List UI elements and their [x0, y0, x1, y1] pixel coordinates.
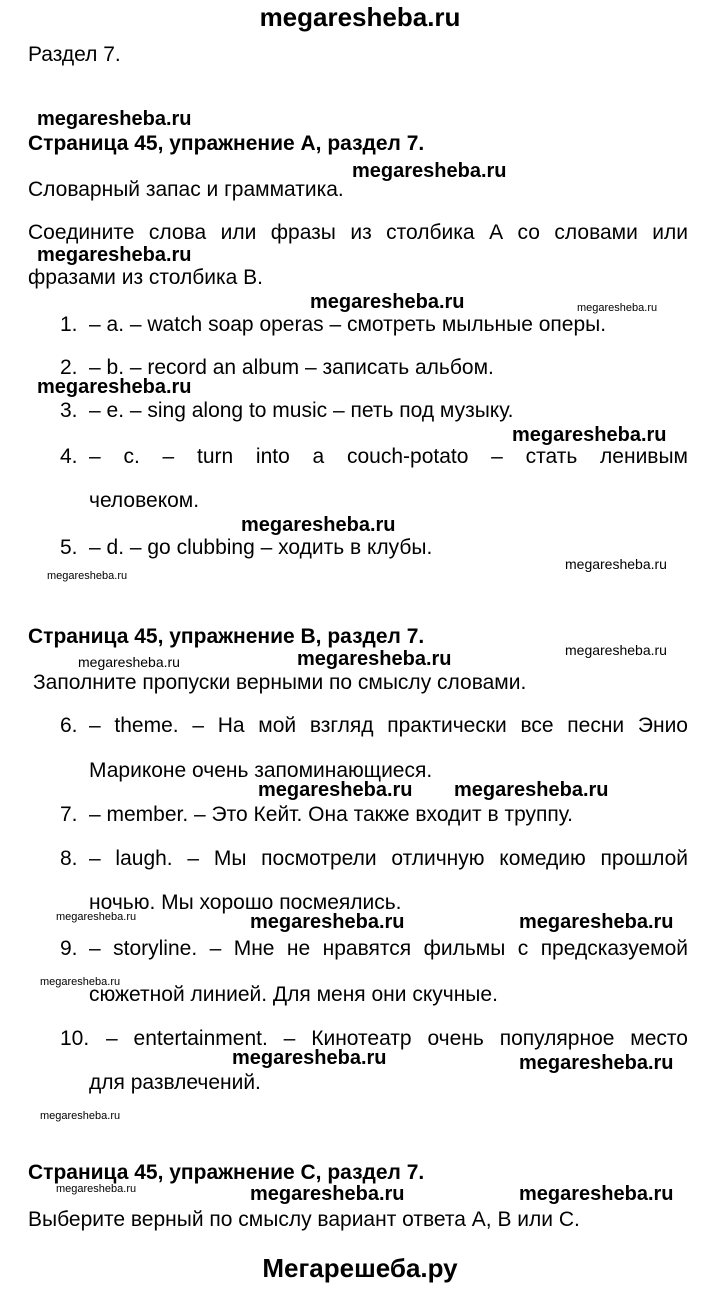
watermark: megaresheba.ru	[250, 911, 405, 933]
list-item: – entertainment. – Кинотеатр очень популярное место	[106, 1027, 688, 1050]
watermark: megaresheba.ru	[565, 556, 667, 572]
list-item-continuation: для развлечений.	[89, 1071, 261, 1094]
watermark: megaresheba.ru	[47, 570, 128, 582]
watermark: megaresheba.ru	[37, 244, 192, 266]
watermark: megaresheba.ru	[40, 1110, 121, 1122]
list-item-continuation: человеком.	[89, 489, 200, 512]
list-item: – b. – record an album – записать альбом.	[89, 356, 494, 379]
exercise-a-subtitle: Словарный запас и грамматика.	[28, 178, 344, 201]
watermark: megaresheba.ru	[454, 779, 609, 801]
watermark: megaresheba.ru	[577, 302, 658, 314]
list-item: – storyline. – Мне не нравятся фильмы с предсказуемой	[89, 937, 688, 960]
watermark: megaresheba.ru	[519, 1183, 674, 1205]
watermark: megaresheba.ru	[250, 1183, 405, 1205]
item-number: 7.	[60, 803, 78, 826]
item-number: 4.	[60, 445, 78, 468]
exercise-a-instruction-line2: фразами из столбика В.	[28, 266, 264, 289]
watermark: megaresheba.ru	[37, 376, 192, 398]
watermark: megaresheba.ru	[352, 160, 507, 182]
list-item-continuation: ночью. Мы хорошо посмеялись.	[89, 891, 402, 914]
exercise-a-heading: Страница 45, упражнение А, раздел 7.	[28, 132, 425, 155]
watermark: megaresheba.ru	[565, 642, 667, 658]
exercise-b-heading: Страница 45, упражнение В, раздел 7.	[28, 625, 425, 648]
exercise-c-heading: Страница 45, упражнение С, раздел 7.	[28, 1161, 425, 1184]
watermark: megaresheba.ru	[310, 291, 465, 313]
footer-watermark: Мегарешеба.ру	[262, 1253, 458, 1283]
item-number: 1.	[60, 313, 78, 336]
list-item: – d. – go clubbing – ходить в клубы.	[89, 536, 433, 559]
watermark: megaresheba.ru	[241, 514, 396, 536]
watermark: megaresheba.ru	[519, 911, 674, 933]
list-item: – laugh. – Мы посмотрели отличную комедию прошлой	[89, 847, 688, 870]
section-label: Раздел 7.	[28, 43, 121, 66]
item-number: 10.	[60, 1027, 90, 1050]
watermark: megaresheba.ru	[78, 654, 180, 670]
item-number: 6.	[60, 714, 78, 737]
watermark: megaresheba.ru	[512, 424, 667, 446]
list-item-continuation: Мариконе очень запоминающиеся.	[89, 759, 433, 782]
item-number: 3.	[60, 399, 78, 422]
watermark: megaresheba.ru	[297, 648, 452, 670]
watermark: megaresheba.ru	[37, 108, 192, 130]
watermark: megaresheba.ru	[232, 1047, 387, 1069]
list-item: – theme. – На мой взгляд практически все песни Энио	[89, 714, 688, 737]
list-item: – member. – Это Кейт. Она также входит в труппу.	[89, 803, 574, 826]
list-item-continuation: сюжетной линией. Для меня они скучные.	[89, 983, 498, 1006]
list-item: – c. – turn into a couch-potato – стать ленивым	[89, 445, 688, 468]
exercise-c-instruction: Выберите верный по смыслу вариант ответа А, В или С.	[28, 1208, 580, 1231]
watermark: megaresheba.ru	[56, 911, 137, 923]
watermark: megaresheba.ru	[40, 976, 121, 988]
watermark: megaresheba.ru	[56, 1183, 137, 1195]
item-number: 9.	[60, 937, 78, 960]
list-item: – a. – watch soap operas – смотреть мыльные оперы.	[89, 313, 607, 336]
list-item: – e. – sing along to music – петь под музыку.	[89, 399, 514, 422]
watermark: megaresheba.ru	[519, 1052, 674, 1074]
watermark: megaresheba.ru	[258, 779, 413, 801]
item-number: 8.	[60, 847, 78, 870]
exercise-b-instruction: Заполните пропуски верными по смыслу словами.	[33, 671, 527, 694]
exercise-a-instruction-line1: Соедините слова или фразы из столбика А со словами или	[28, 221, 688, 244]
header-watermark: megaresheba.ru	[259, 2, 461, 32]
item-number: 5.	[60, 536, 78, 559]
item-number: 2.	[60, 356, 78, 379]
